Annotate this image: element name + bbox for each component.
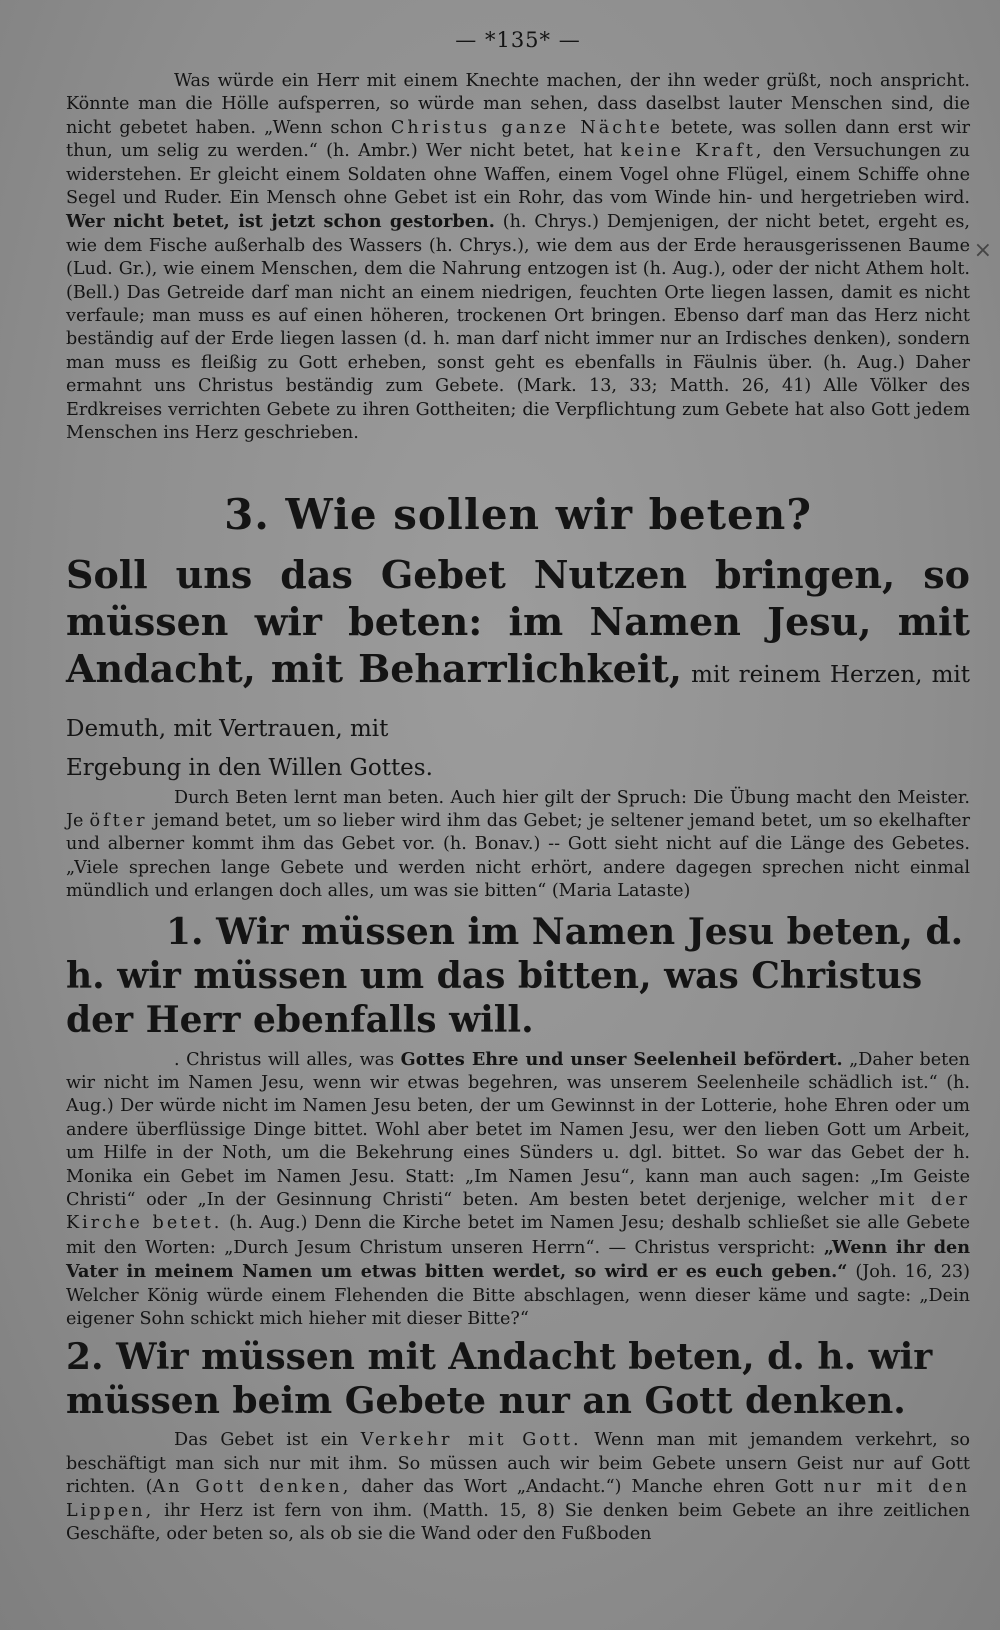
- margin-mark: ×: [973, 238, 992, 263]
- paragraph-practice: Durch Beten lernt man beten. Auch hier gilt der Spruch: Die Übung macht den Meister. Je öfter jemand betet, um so lieber wird ihm das Gebet; je seltener jemand betet, um so ekelhafter und alberner kommt ihm das Gebet vor. (h. Bonav.) -- Gott sieht nicht auf die Länge des Gebetes. „Viele sprechen lange Gebete und werden nicht erhört, andere dagegen sprechen nicht einmal mündlich und erlangen doch alles, um was sie bitten“ (Maria Lataste): [66, 787, 970, 902]
- lead-statement-end: Ergebung in den Willen Gottes.: [66, 754, 433, 781]
- paragraph-devotion: Das Gebet ist ein Verkehr mit Gott. Wenn man mit jemandem verkehrt, so beschäftigt man sich nur mit ihm. So müssen auch wir beim Gebete unsern Geist nur auf Gott richten. (An Gott denken, daher das Wort „Andacht.“) Manche ehren Gott nur mit den Lippen, ihr Herz ist fern von ihm. (Matth. 15, 8) Sie denken beim Gebete an ihre zeitlichen Geschäfte, oder beten so, als ob sie die Wand oder den Fußboden: [66, 1430, 971, 1545]
- page-number: — *135* —: [455, 28, 581, 52]
- subheading-name-of-jesus: 1. Wir müssen im Namen Jesu beten, d. h. wir müssen um das bitten, was Christus der Herr ebenfalls will.: [66, 910, 964, 1041]
- paragraph-prayer-necessity: Was würde ein Herr mit einem Knechte machen, der ihn weder grüßt, noch anspricht. Könnte man die Hölle aufsperren, so würde man sehen, dass daselbst lauter Menschen sind, die nicht gebetet haben. „Wenn schon Christus ganze Nächte betete, was sollen dann erst wir thun, um selig zu werden.“ (h. Ambr.) Wer nicht betet, hat keine Kraft, den Versuchungen zu widerstehen. Er gleicht einem Soldaten ohne Waffen, einem Vogel ohne Flügel, einem Schiffe ohne Segel und Ruder. Ein Mensch ohne Gebet ist ein Rohr, das vom Winde hin- und hergetrieben wird. Wer nicht betet, ist jetzt schon gestorben. (h. Chrys.) Demjenigen, der nicht betet, ergeht es, wie dem Fische außerhalb des Wassers (h. Chrys.), wie dem aus der Erde herausgerissenen Baume (Lud. Gr.), wie einem Menschen, dem die Nahrung entzogen ist (h. Aug.), oder der nicht Athem holt. (Bell.) Das Getreide darf man nicht an einem niedrigen, feuchten Orte liegen lassen, damit es nicht verfaule; man muss es auf einen höheren, trockenen Ort bringen. Ebenso darf man das Herz nicht beständig auf der Erde liegen lassen (d. h. man darf nicht immer nur an Irdisches denken), sondern man muss es fleißig zu Gott erheben, sonst geht es ebenfalls in Fäulnis über. (h. Aug.) Daher ermahnt uns Christus beständig zum Gebete. (Mark. 13, 33; Matth. 26, 41) Alle Völker des Erdkreises verrichten Gebete zu ihren Gottheiten; die Verpflichtung zum Gebete hat also Gott jedem Menschen ins Herz geschrieben.: [66, 71, 970, 444]
- paragraph-name-of-jesus: . Christus will alles, was Gottes Ehre und unser Seelenheil befördert. „Daher beten wir nicht im Namen Jesu, wenn wir etwas begehren, was unserem Seelenheile schädlich ist.“ (h. Aug.) Der würde nicht im Namen Jesu beten, der um Gewinnst in der Lotterie, hohe Ehren oder um andere überflüssige Dinge bittet. Wohl aber betet im Namen Jesu, wer den lieben Gott um Arbeit, um Hilfe in der Noth, um die Bekehrung eines Sünders u. dgl. bittet. So war das Gebet der h. Monika ein Gebet im Namen Jesu. Statt: „Im Namen Jesu“, kann man auch sagen: „Im Geiste Christi“ oder „In der Gesinnung Christi“ beten. Am besten betet derjenige, welcher mit der Kirche betet. (h. Aug.) Denn die Kirche betet im Namen Jesu; deshalb schließet sie alle Gebete mit den Worten: „Durch Jesum Christum unseren Herrn“. — Christus verspricht: „Wenn ihr den Vater in meinem Namen um etwas bitten werdet, so wird er es euch geben.“ (Joh. 16, 23) Welcher König würde einem Flehenden die Bitte abschlagen, wenn dieser käme und sagte: „Dein eigener Sohn schickt mich hieher mit dieser Bitte?“: [66, 1048, 970, 1329]
- section-heading: 3. Wie sollen wir beten?: [224, 489, 812, 539]
- subheading-devotion: 2. Wir müssen mit Andacht beten, d. h. wir müssen beim Gebete nur an Gott denken.: [66, 1336, 933, 1423]
- lead-statement: Soll uns das Gebet Nutzen bringen, so müssen wir beten: im Namen Jesu, mit Andacht, mit Beharrlichkeit, mit reinem Herzen, mit Demuth, mit Vertrauen, mit: [66, 551, 970, 742]
